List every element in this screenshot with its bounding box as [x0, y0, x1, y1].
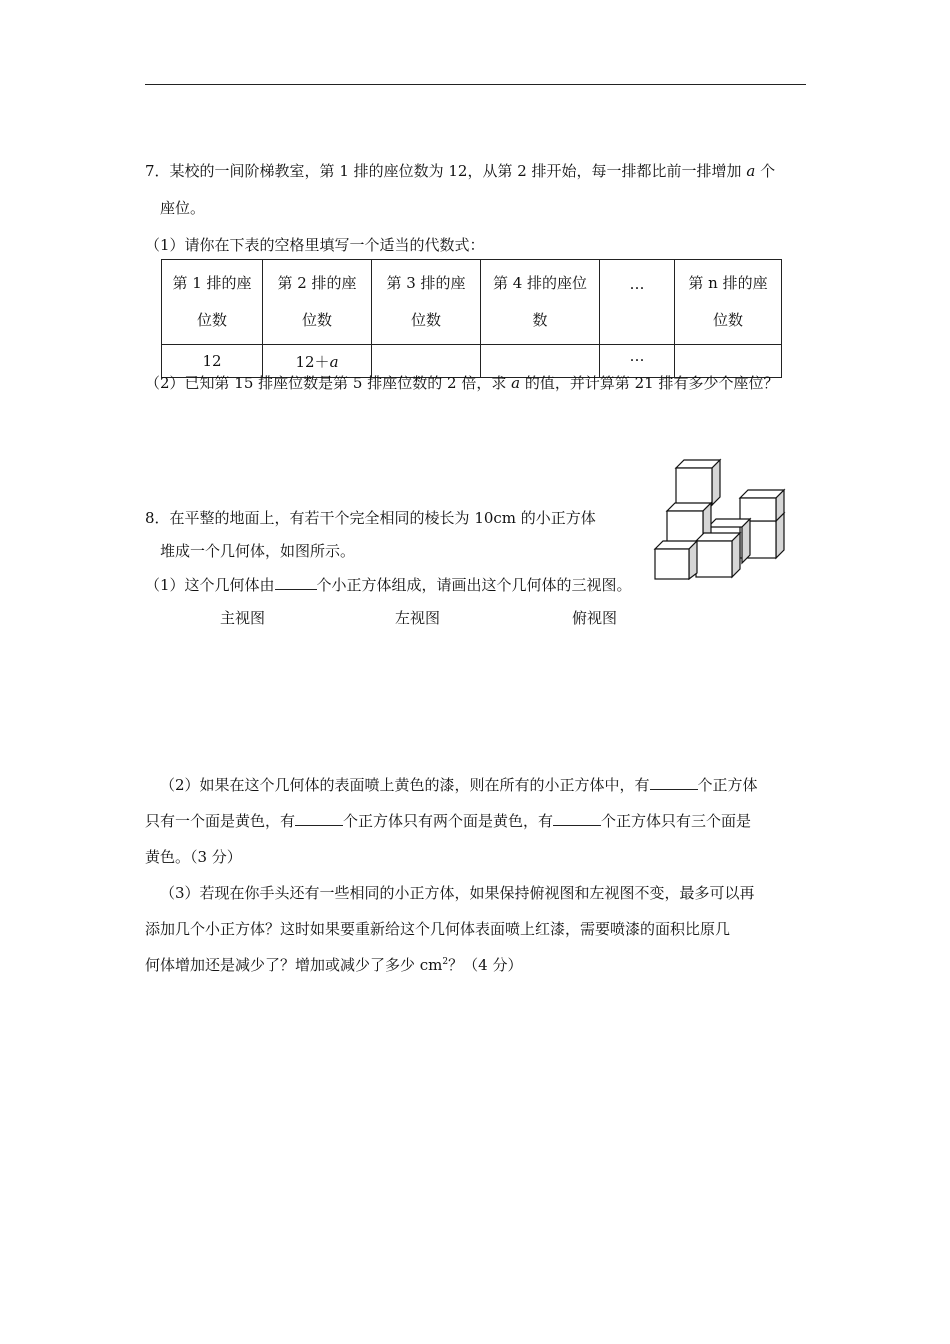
q8-part2-line3: 黄色。（3 分）: [145, 848, 242, 866]
q8-part1: （1）这个几何体由 个小正方体组成，请画出这个几何体的三视图。: [145, 576, 632, 594]
q8-part3-line3: 何体增加还是减少了？增加或减少了多少 $cm^2$？（4 分）: [145, 956, 523, 974]
header-cell: 第 2 排的座 位数: [263, 260, 372, 345]
q7-part2: （2）已知第 15 排座位数是第 5 排座位数的 2 倍，求 a 的值，并计算第 21 排有多少个座位？: [145, 374, 779, 392]
header-cell-ellipsis: …: [600, 260, 675, 345]
q7-stem-text-end: 个: [755, 162, 776, 180]
view-label-front: 主视图: [220, 609, 266, 627]
q7-stem-line2: 座位。: [160, 199, 206, 217]
value-cell-ellipsis: …: [600, 345, 675, 378]
cube: [676, 460, 720, 505]
q7-part1: （1）请你在下表的空格里填写一个适当的代数式：: [145, 236, 485, 254]
answer-blank[interactable]: [553, 810, 601, 826]
cube: [655, 541, 697, 579]
q8-part3-line1: （3）若现在你手头还有一些相同的小正方体，如果保持俯视图和左视图不变，最多可以再: [160, 884, 755, 902]
q8-stem-line2: 堆成一个几何体，如图所示。: [160, 542, 356, 560]
q8-part2-line1: （2）如果在这个几何体的表面喷上黄色的漆，则在所有的小正方体中，有 个正方体: [160, 776, 758, 794]
value-cell: 12＋a: [263, 345, 372, 378]
answer-blank[interactable]: [275, 574, 317, 590]
q7-stem-line1: [145, 160, 775, 181]
answer-blank[interactable]: [650, 774, 698, 790]
q8-part2-line2: 只有一个面是黄色，有 个正方体只有两个面是黄色，有 个正方体只有三个面是: [145, 812, 752, 830]
header-rule: [145, 84, 806, 85]
q7-stem-text: 7．某校的一间阶梯教室，第 1 排的座位数为 12，从第 2 排开始，每一排都比前一排增加: [145, 162, 747, 180]
answer-blank[interactable]: [295, 810, 343, 826]
seat-table: [161, 259, 782, 378]
q7-var-a: a: [746, 162, 756, 180]
value-cell: 12: [162, 345, 263, 378]
header-cell: 第 1 排的座 位数: [162, 260, 263, 345]
view-label-top: 俯视图: [572, 609, 618, 627]
view-label-left: 左视图: [395, 609, 441, 627]
cube: [696, 533, 740, 577]
cube: [740, 490, 784, 521]
header-cell: 第 4 排的座位 数: [481, 260, 600, 345]
cube-stack-figure: [650, 455, 790, 580]
seat-table-header-row: [162, 260, 782, 345]
header-cell: 第 3 排的座 位数: [372, 260, 481, 345]
q8-stem-line1: 8．在平整的地面上，有若干个完全相同的棱长为 10cm 的小正方体: [145, 509, 596, 527]
header-cell: 第 n 排的座 位数: [675, 260, 782, 345]
q8-part3-line2: 添加几个小正方体？这时如果要重新给这个几何体表面喷上红漆，需要喷漆的面积比原几: [145, 920, 731, 938]
